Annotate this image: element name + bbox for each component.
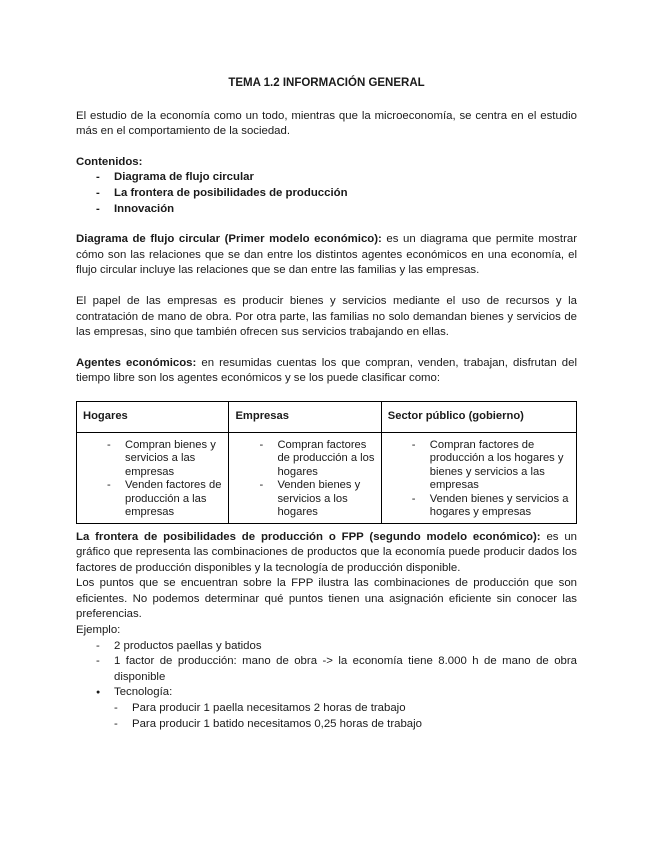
list-item: - Diagrama de flujo circular [96,170,577,186]
list-item: - Para producir 1 paella necesitamos 2 horas de trabajo [114,701,577,717]
agentes-text: en resumidas cuentas los que compran, venden, trabajan, disfrutan del tiempo libre son los agentes económicos y se los puede clasificar como: [76,356,577,385]
tech-list [76,685,577,701]
list-item: - Compran bienes y servicios a las empresas [107,439,222,480]
table-row [77,432,577,523]
fpp-paragraph-2: Los puntos que se encuentran sobre la FPP ilustra las combinaciones de producción que son eficientes. No podemos determinar qué puntos tienen una asignación eficiente sin conocer las preferencias. [76,577,577,621]
list-item: ● Tecnología: [96,685,577,701]
list-item: - Para producir 1 batido necesitamos 0,25 horas de trabajo [114,717,577,733]
page-title: TEMA 1.2 INFORMACIÓN GENERAL [228,77,425,89]
agentes-lead: Agentes económicos: [76,356,197,369]
list-item: - 2 productos paellas y batidos [96,639,577,655]
list-item: - Innovación [96,202,577,218]
list-item: - Venden bienes y servicios a hogares y empresas [412,493,570,520]
contents-heading: Contenidos: [76,155,143,168]
list-item: - Compran factores de producción a los hogares y bienes y servicios a las empresas [412,439,570,493]
agentes-paragraph [76,356,577,387]
flujo-text: es un diagrama que permite mostrar cómo son las relaciones que se dan entre los distintos agentes económicos en una economía, el flujo circular incluye las relaciones que se dan entre las familias y las empresas. [76,233,577,277]
fpp-paragraph [76,530,577,577]
flujo-paragraph [76,232,577,279]
intro-paragraph: El estudio de la economía como un todo, mientras que la microeconomía, se centra en el estudio más en el comportamiento de la sociedad. [76,109,577,138]
cell-sector-publico [381,432,576,523]
cell-hogares [77,432,229,523]
header-hogares: Hogares [77,401,229,432]
list-item: - Venden factores de producción a las empresas [107,479,222,520]
cell-empresas [229,432,381,523]
list-item: - Venden bienes y servicios a los hogares [259,479,374,520]
agents-table [76,401,577,524]
list-item: - 1 factor de producción: mano de obra -> la economía tiene 8.000 h de mano de obra disponible [96,654,577,685]
list-item: - Compran factores de producción a los hogares [259,439,374,480]
tech-sublist [76,701,577,732]
flujo-lead: Diagrama de flujo circular (Primer modelo económico): [76,233,382,246]
papel-paragraph: El papel de las empresas es producir bienes y servicios mediante el uso de recursos y la contratación de mano de obra. Por otra parte, las familias no solo demandan bienes y servicios de las empresas, sino que también ofrecen sus servicios trabajando en ellas. [76,294,577,339]
fpp-lead: La frontera de posibilidades de producción o FPP (segundo modelo económico): [76,530,541,543]
contents-list [76,170,577,217]
example-label: Ejemplo: [76,624,121,637]
header-sector-publico: Sector público (gobierno) [381,401,576,432]
table-header-row [77,401,577,432]
example-list [76,639,577,686]
fpp-text: es un gráfico que representa las combinaciones de productos que la economía puede producir dados los factores de producción disponibles y la tecnología de producción disponible. [76,530,577,574]
header-empresas: Empresas [229,401,381,432]
list-item: - La frontera de posibilidades de producción [96,186,577,202]
